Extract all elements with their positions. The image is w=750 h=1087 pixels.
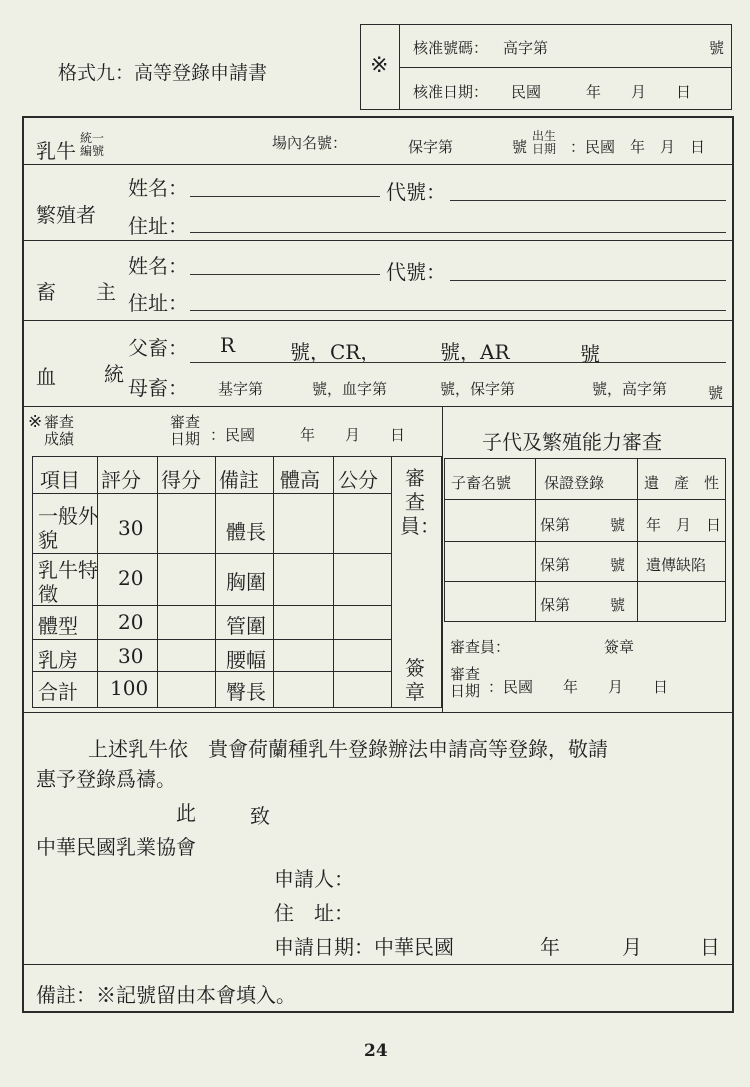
sire-label: 父畜：: [128, 336, 188, 360]
review-result-label: 審查 成績: [44, 413, 75, 448]
dam-3-unit: 號，高字第: [592, 380, 668, 398]
offspring-col-name: 子畜名號: [451, 474, 512, 492]
offspring-defect: 遺傳缺陷: [646, 556, 707, 574]
offspring-guarantee-3: 保第: [540, 596, 571, 614]
offspring-unit-1: 號: [610, 516, 626, 534]
owner-address-label: 住址：: [128, 291, 188, 315]
row-item-3: 體型: [38, 614, 78, 638]
cow-guarantee: 保字第: [408, 138, 454, 156]
dam-label: 母畜：: [128, 376, 188, 400]
offspring-examiner: 審查員：: [450, 638, 511, 656]
approval-number-unit: 號: [709, 39, 725, 57]
row-score-4: 30: [118, 644, 144, 668]
sire-ar-unit: 號: [580, 342, 600, 366]
col-header-score: 評分: [101, 468, 141, 492]
offspring-seal: 簽章: [604, 638, 635, 656]
row-score-1: 30: [118, 516, 144, 540]
application-to-1: 此: [176, 801, 196, 825]
offspring-col-guarantee: 保證登錄: [544, 474, 605, 492]
birth-value: ：民國 年 月 日: [570, 138, 706, 156]
offspring-col-heredity: 遺 產 性: [644, 474, 720, 492]
review-mark: ※: [28, 412, 43, 432]
application-date-month: 月: [622, 935, 642, 959]
offspring-date-value: ：民國 年 月 日: [488, 678, 669, 696]
owner-code-label: 代號：: [386, 260, 446, 284]
form-title: 格式九：高等登錄申請書: [58, 62, 268, 84]
approval-number-value: 高字第: [503, 39, 549, 57]
offspring-guarantee-1: 保第: [540, 516, 571, 534]
seal-vertical: 簽章: [405, 656, 425, 704]
approval-date-value: 民國 年 月 日: [511, 83, 692, 101]
row-item-2: 乳牛特徵: [38, 558, 98, 606]
farm-no-label: 場內名號：: [272, 134, 348, 152]
row-note-5: 臀長: [226, 680, 266, 704]
pedigree-label-1: 血: [36, 365, 56, 389]
sire-cr-unit: 號，AR: [440, 340, 510, 364]
row-item-1: 一般外貌: [38, 504, 98, 552]
offspring-unit-3: 號: [610, 596, 626, 614]
breeder-address-label: 住址：: [128, 214, 188, 238]
cow-label: 乳牛: [36, 139, 76, 163]
row-item-5: 合計: [38, 680, 78, 704]
col-header-item: 項目: [40, 468, 80, 492]
approval-date-label: 核准日期：: [413, 83, 489, 101]
offspring-title: 子代及繁殖能力審查: [482, 430, 662, 454]
review-date-value: ：民國 年 月 日: [210, 426, 406, 444]
owner-label: 畜 主: [36, 280, 116, 304]
owner-name-label: 姓名：: [128, 254, 188, 278]
application-date-year: 年: [540, 935, 560, 959]
application-date-label: 申請日期：中華民國: [274, 935, 454, 959]
dam-1-unit: 號，血字第: [312, 380, 388, 398]
offspring-ymd: 年 月 日: [646, 516, 722, 534]
review-date-label: 審查 日期: [170, 413, 201, 448]
applicant-address-label: 住 址：: [274, 901, 354, 925]
offspring-guarantee-2: 保第: [540, 556, 571, 574]
cow-id-label: 統一 編號: [80, 131, 105, 158]
col-header-note: 備註: [219, 468, 259, 492]
pedigree-label-2: 統: [104, 362, 124, 386]
breeder-name-label: 姓名：: [128, 176, 188, 200]
col-header-gained: 得分: [161, 468, 201, 492]
approval-box: [360, 24, 732, 110]
sire-r: R: [220, 333, 236, 357]
row-score-3: 20: [118, 610, 144, 634]
offspring-unit-2: 號: [610, 556, 626, 574]
approval-mark: ※: [370, 53, 389, 78]
col-header-height: 體高: [280, 468, 320, 492]
dam-4-unit: 號: [708, 384, 724, 402]
sire-r-unit: 號，CR，: [290, 340, 381, 364]
row-score-5: 100: [110, 676, 149, 700]
row-item-4: 乳房: [38, 648, 78, 672]
col-header-cm: 公分: [338, 468, 378, 492]
row-note-4: 腰幅: [226, 648, 266, 672]
application-date-day: 日: [700, 935, 720, 959]
page-number: 24: [364, 1041, 388, 1061]
cow-unit: 號: [512, 138, 528, 156]
applicant-label: 申請人：: [274, 867, 354, 891]
offspring-date-label: 審查 日期: [450, 665, 481, 700]
row-note-1: 體長: [226, 520, 266, 544]
row-note-2: 胸圍: [226, 570, 266, 594]
application-text-2: 惠予登錄爲禱。: [36, 767, 176, 791]
dam-2-unit: 號，保字第: [440, 380, 516, 398]
breeder-label: 繁殖者: [36, 203, 96, 227]
remark: 備註：※記號留由本會填入。: [36, 983, 296, 1007]
association-name: 中華民國乳業協會: [36, 835, 196, 859]
birth-label: 出生 日期: [532, 129, 557, 156]
application-text-1: 上述乳牛依 貴會荷蘭種乳牛登錄辦法申請高等登錄，敬請: [88, 737, 608, 761]
dam-1: 基字第: [218, 380, 264, 398]
application-to-2: 致: [250, 804, 270, 828]
row-note-3: 管圍: [226, 614, 266, 638]
row-score-2: 20: [118, 566, 144, 590]
examiner-vertical: 審查員：: [400, 466, 440, 538]
approval-number-label: 核准號碼：: [413, 39, 489, 57]
breeder-code-label: 代號：: [386, 180, 446, 204]
